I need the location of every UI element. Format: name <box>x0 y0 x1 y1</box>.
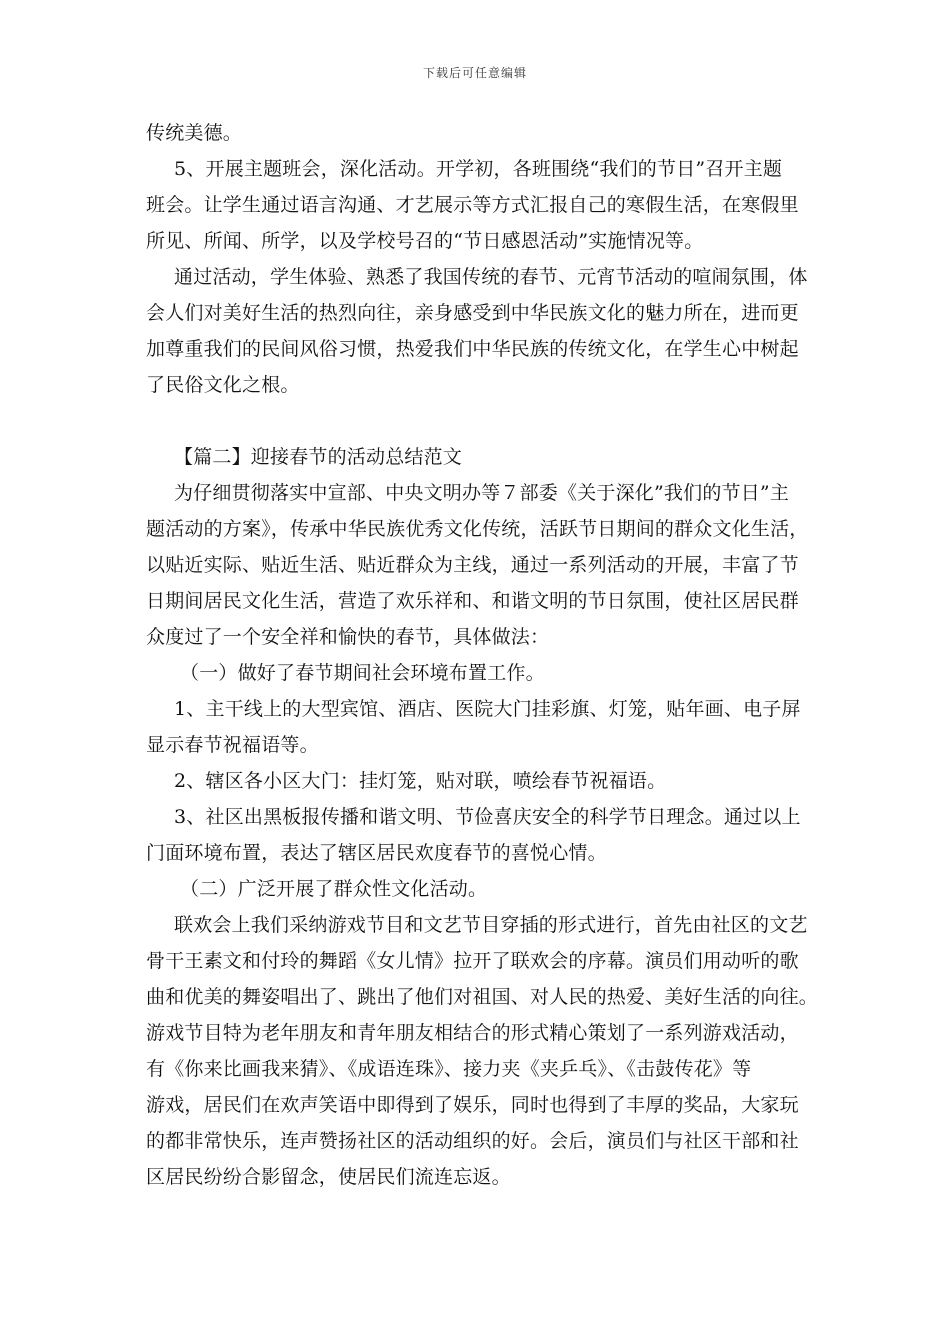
text-line: 日期间居民文化生活，营造了欢乐祥和、和谐文明的节日氛围，使社区居民群 <box>146 590 799 612</box>
text-line: 显示春节祝福语等。 <box>146 734 319 756</box>
text-line: 班会。让学生通过语言沟通、才艺展示等方式汇报自己的寒假生活，在寒假里 <box>146 194 799 216</box>
text-line: 所见、所闻、所学，以及学校号召的“节日感恩活动”实施情况等。 <box>146 230 704 252</box>
text-line: 联欢会上我们采纳游戏节目和文艺节目穿插的形式进行，首先由社区的文艺 <box>174 914 808 936</box>
text-line: 有《你来比画我来猜》、《成语连珠》、接力夹《夹乒乓》、《击鼓传花》等 <box>146 1058 752 1080</box>
text-line: 为仔细贯彻落实中宣部、中央文明办等７部委《关于深化”我们的节日”主 <box>174 482 790 504</box>
text-line: 题活动的方案》，传承中华民族优秀文化传统，活跃节日期间的群众文化生活， <box>146 518 809 540</box>
text-line: 5、开展主题班会，深化活动。开学初，各班围绕“我们的节日”召开主题 <box>174 158 783 180</box>
text-line: 通过活动，学生体验、熟悉了我国传统的春节、元宵节活动的喧闹氛围，体 <box>174 266 808 288</box>
text-line: 会人们对美好生活的热烈向往，亲身感受到中华民族文化的魅力所在，进而更 <box>146 302 799 324</box>
subsection-heading: （二）广泛开展了群众性文化活动。 <box>180 878 488 900</box>
text-line: 传统美德。 <box>146 122 243 144</box>
text-line: 2、辖区各小区大门：挂灯笼，贴对联，喷绘春节祝福语。 <box>174 770 667 792</box>
text-line: 3、社区出黑板报传播和谐文明、节俭喜庆安全的科学节日理念。通过以上 <box>174 806 801 828</box>
text-line: 了民俗文化之根。 <box>146 374 300 396</box>
subsection-heading: （一）做好了春节期间社会环境布置工作。 <box>180 662 545 684</box>
text-line: 加尊重我们的民间风俗习惯，热爱我们中华民族的传统文化，在学生心中树起 <box>146 338 799 360</box>
text-line: 游戏，居民们在欢声笑语中即得到了娱乐，同时也得到了丰厚的奖品，大家玩 <box>146 1094 799 1116</box>
page-header: 下载后可任意编辑 <box>422 66 527 80</box>
text-line: 众度过了一个安全祥和愉快的春节，具体做法： <box>146 626 550 648</box>
text-line: 区居民纷纷合影留念，使居民们流连忘返。 <box>146 1166 511 1188</box>
paragraph-gap <box>146 403 814 439</box>
document-body <box>146 115 819 1195</box>
text-line: 骨干王素文和付玲的舞蹈《女儿情》拉开了联欢会的序幕。演员们用动听的歌 <box>146 950 799 972</box>
section-heading: 【篇二】迎接春节的活动总结范文 <box>174 446 463 468</box>
text-line: 曲和优美的舞姿唱出了、跳出了他们对祖国、对人民的热爱、美好生活的向往。 <box>146 986 819 1008</box>
text-line: 的都非常快乐，连声赞扬社区的活动组织的好。会后，演员们与社区干部和社 <box>146 1130 799 1152</box>
text-line: 以贴近实际、贴近生活、贴近群众为主线，通过一系列活动的开展，丰富了节 <box>146 554 799 576</box>
text-line: 门面环境布置，表达了辖区居民欢度春节的喜悦心情。 <box>146 842 607 864</box>
text-line: 1、主干线上的大型宾馆、酒店、医院大门挂彩旗、灯笼，贴年画、电子屏 <box>174 698 801 720</box>
text-line: 游戏节目特为老年朋友和青年朋友相结合的形式精心策划了一系列游戏活动， <box>146 1022 799 1044</box>
